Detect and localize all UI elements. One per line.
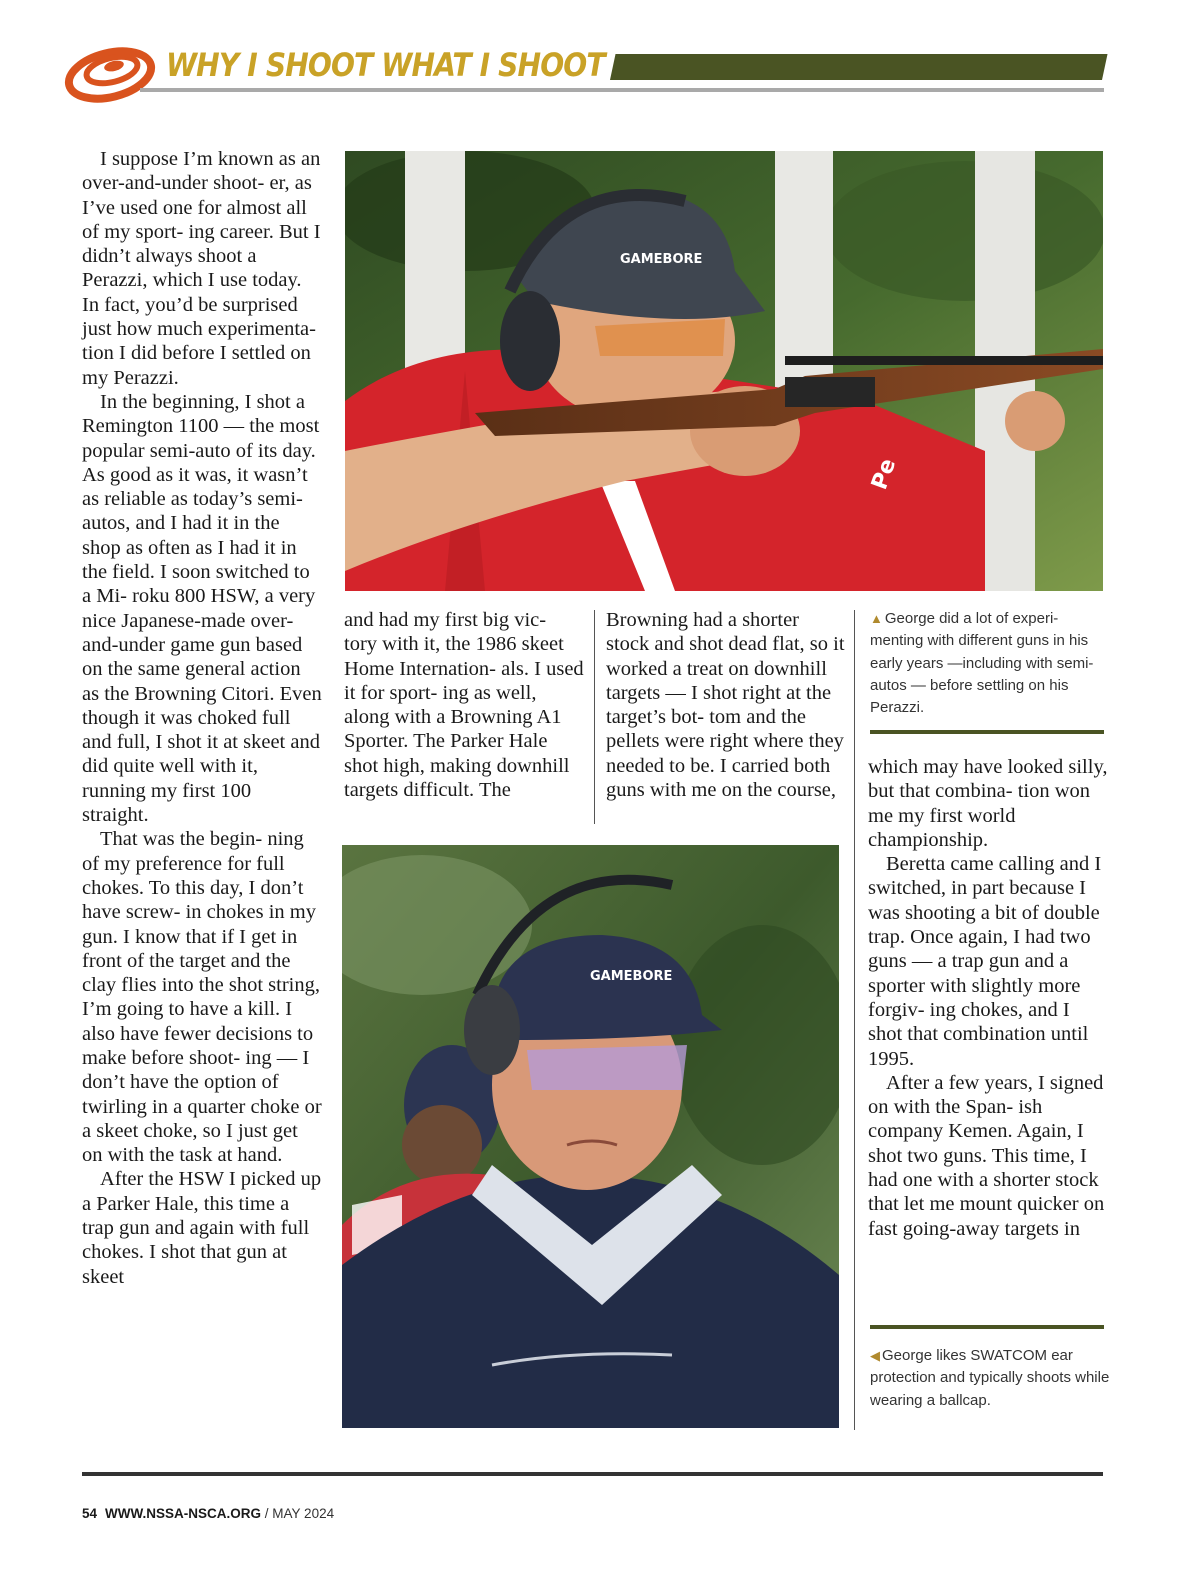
column-divider [854, 610, 855, 1430]
footer-rule [82, 1472, 1103, 1476]
caption-rule [870, 1325, 1104, 1329]
photo-caption-bottom: ◀ George likes SWATCOM ear protection and typically shoots while wearing a ballcap. [870, 1347, 1110, 1409]
clay-target-logo-icon [64, 42, 156, 104]
text-column-4 [868, 755, 1108, 1241]
photo-shooter-portrait-image [342, 845, 839, 1428]
footer-url: WWW.NSSA-NSCA.ORG [105, 1506, 262, 1521]
column-divider [594, 610, 595, 824]
photo-shooter-aiming [345, 151, 1103, 591]
text-column-1 [82, 147, 322, 1289]
caption-rule [870, 730, 1104, 734]
photo-shooter-aiming-image [345, 151, 1103, 591]
section-header [64, 36, 1104, 106]
caption-arrow-up-icon: ▲ [870, 611, 883, 626]
caption-arrow-left-icon: ◀ [870, 1348, 880, 1363]
paragraph: Beretta came calling and I switched, in part because I was shooting a bit of double trap. Once again, I had two guns — a trap gun and a sporter with slightly more forgiv- ing chokes, and I shot that combination until 1995. [868, 853, 1102, 1070]
shirt-logo-text: Pe [867, 455, 902, 494]
paragraph: which may have looked silly, but that combina- tion won me my first world championship. [868, 756, 1108, 851]
header-accent-bar [610, 54, 1108, 80]
paragraph: and had my first big vic- tory with it, the 1986 skeet Home Internation- als. I used it for sport- ing as well, along with a Browning A1 Sporter. The Parker Hale shot high, making downhill targets difficult. The [344, 609, 584, 802]
page-footer [82, 1506, 334, 1521]
header-rule [140, 88, 1104, 92]
section-title: WHY I SHOOT WHAT I SHOOT [166, 46, 605, 84]
paragraph: Browning had a shorter stock and shot dead flat, so it worked a treat on downhill targets — I shot right at the target’s bot- tom and the pellets were right where they needed to be. I carried both guns with me on the course, [606, 609, 845, 802]
cap-logo-text: GAMEBORE [620, 252, 703, 267]
cap-logo-text: GAMEBORE [590, 969, 673, 984]
paragraph: I suppose I’m known as an over-and-under shoot- er, as I’ve used one for almost all of my sport- ing career. But I didn’t always shoot a Perazzi, which I use today. In fact, you’d be surprised just how much experimenta- tion I did before I settled on my Perazzi. [82, 148, 321, 389]
paragraph: That was the begin- ning of my preference for full chokes. To this day, I don’t have screw- in chokes in my gun. I know that if I get in front of the target and the clay flies into the shot string, I’m going to have a kill. I also have fewer decisions to make before shoot- ing — I don’t have the option of twirling in a quarter choke or a skeet choke, so I just get on with the task at hand. [82, 828, 322, 1167]
photo-shooter-portrait [342, 845, 839, 1428]
paragraph: After a few years, I signed on with the Span- ish company Kemen. Again, I shot two guns. This time, I had one with a shorter stock that let me mount quicker on fast going-away targets in [868, 1071, 1105, 1240]
paragraph: After the HSW I picked up a Parker Hale, this time a trap gun and again with full chokes. I shot that gun at skeet [82, 1168, 322, 1288]
page-number: 54 [82, 1506, 98, 1521]
text-column-3 [606, 608, 846, 802]
paragraph: In the beginning, I shot a Remington 1100 — the most popular semi-auto of its day. As good as it was, it wasn’t as reliable as today’s semi-autos, and I had it in the shop as often as I had it in the field. I soon switched to a Mi- roku 800 HSW, a very nice Japanese-made over-and-under game gun based on the same general action as the Browning Citori. Even though it was choked full and full, I shot it at skeet and did quite well with it, running my first 100 straight. [82, 390, 322, 827]
photo-caption-top: ▲ George did a lot of experi- menting with different guns in his early years —including with semi-autos — before settling on his Perazzi. [870, 610, 1094, 717]
text-column-2 [344, 608, 584, 802]
footer-date: / MAY 2024 [264, 1506, 335, 1521]
